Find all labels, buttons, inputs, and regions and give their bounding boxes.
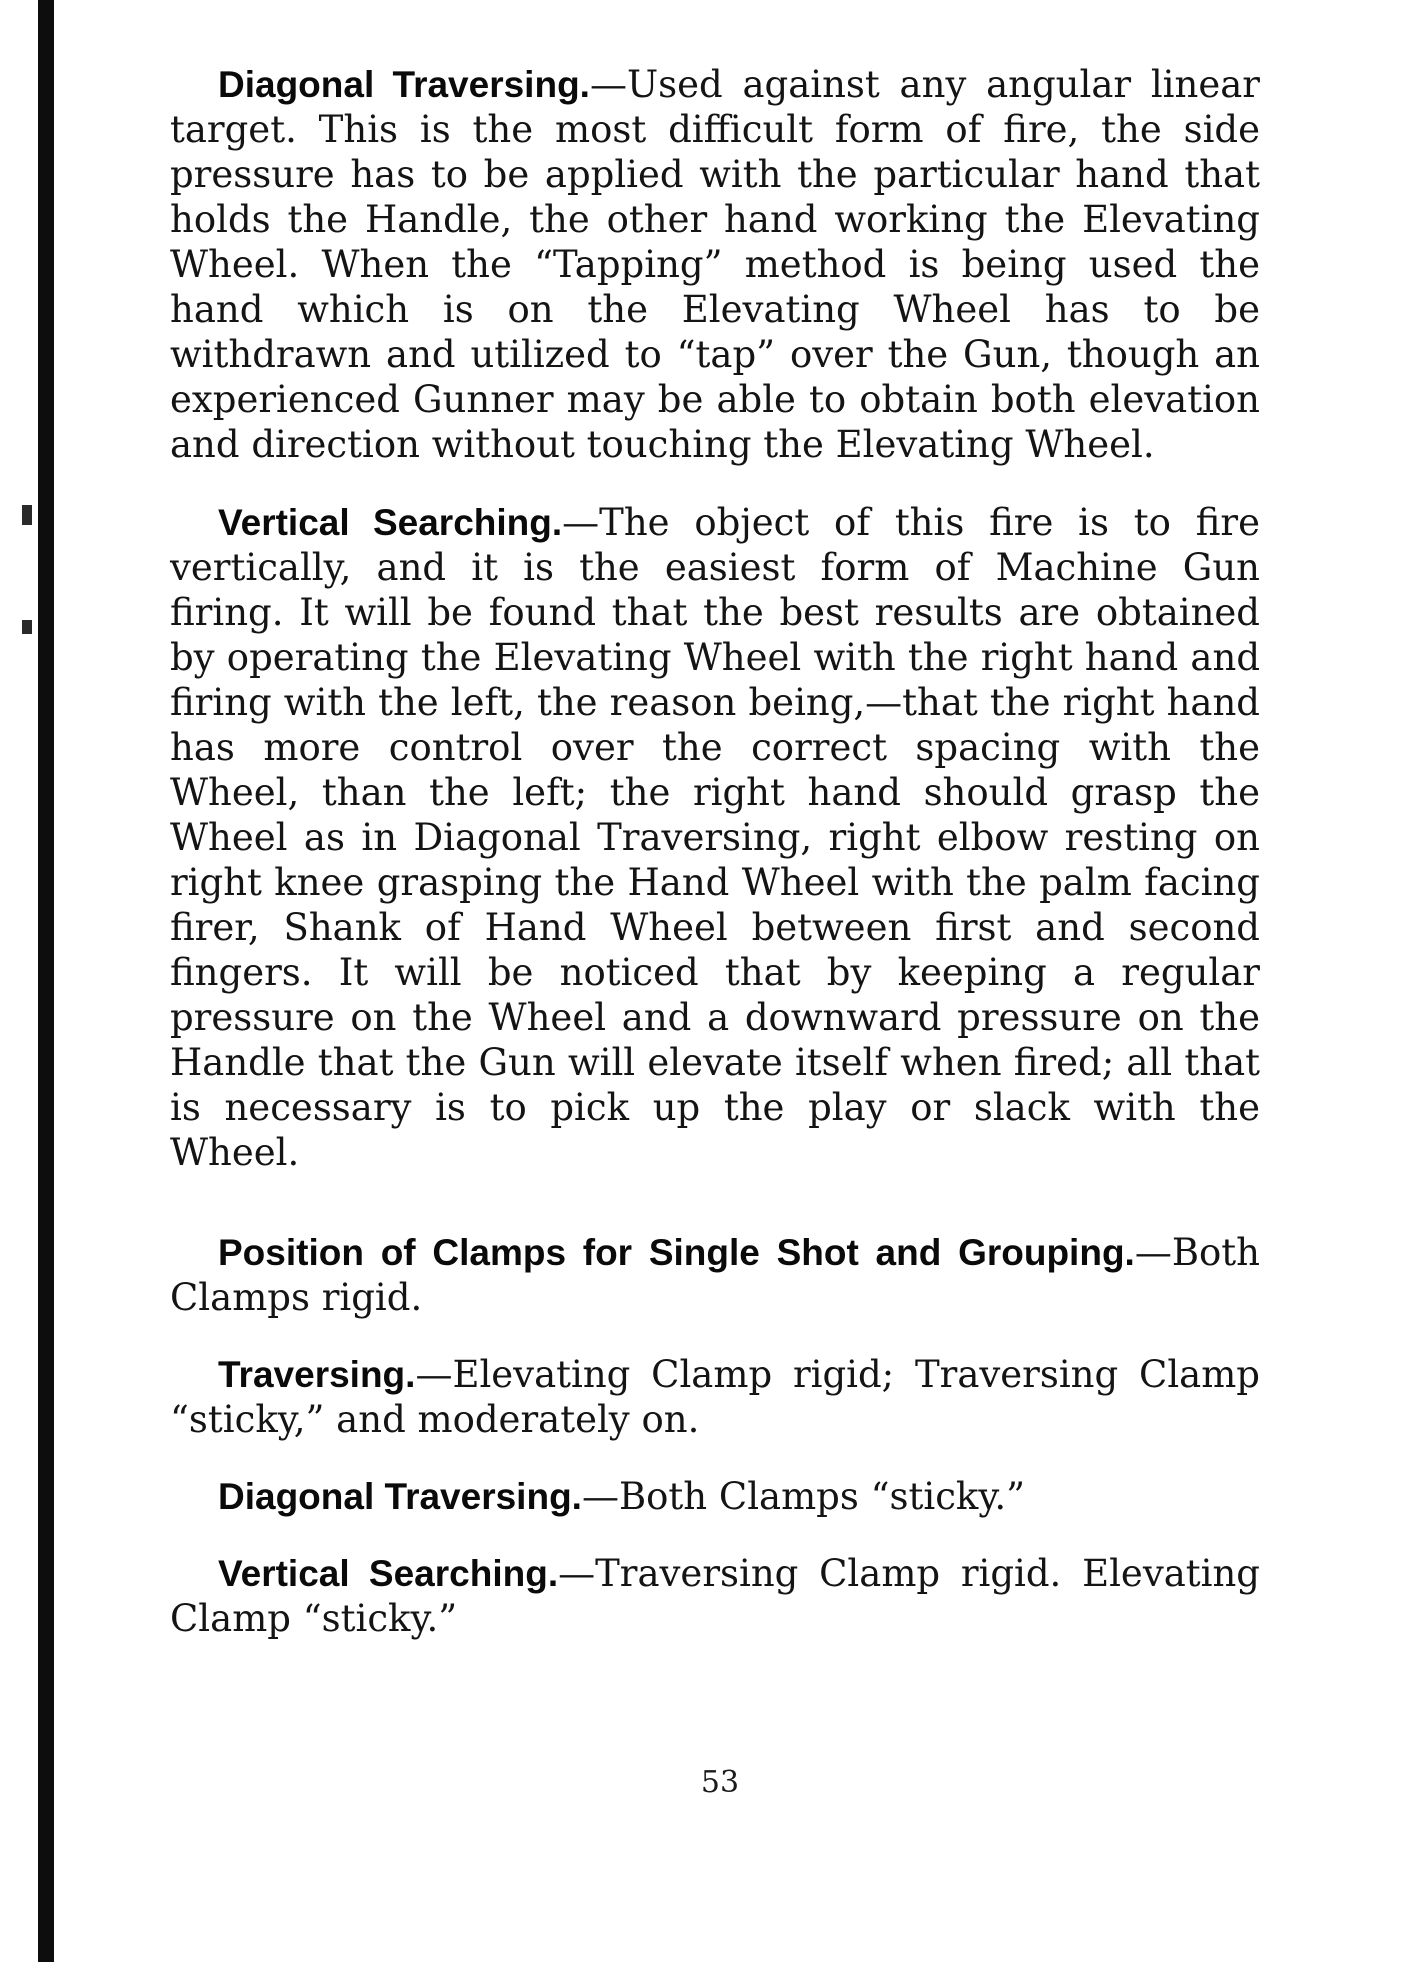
paragraph-heading: Vertical Searching. [218, 1553, 559, 1594]
binding-edge [38, 0, 54, 1962]
paragraph-text: —Used against any angular linear target. This is the most difficult form of fire, the side pressure has to be applied with the particular hand that holds the Handle, the other hand working the Elevating Wheel. When the “Tapping” method is being used the hand which is on the Elevating Wheel has to be withdrawn and utilized to “tap” over the Gun, though an experienced Gunner may be able to obtain both elevation and direction without touching the Elevating Wheel. [170, 63, 1260, 466]
paragraph-heading: Position of Clamps for Single Shot and Grouping. [218, 1232, 1135, 1273]
paragraph-heading: Traversing. [218, 1354, 416, 1395]
paragraph-text: —Traversing Clamp rigid. Elevating Clamp “sticky.” [170, 1552, 1260, 1640]
binding-speck [22, 505, 32, 525]
paragraph-diagonal-clamps [170, 1474, 1260, 1519]
paragraph-diagonal-traversing [170, 62, 1260, 467]
page-number: 53 [700, 1765, 740, 1800]
binding-speck [22, 620, 32, 634]
paragraph-heading: Diagonal Traversing. [218, 1476, 582, 1517]
paragraph-text: —Elevating Clamp rigid; Traversing Clamp “sticky,” and moderately on. [170, 1353, 1260, 1441]
paragraph-text: —Both Clamps “sticky.” [581, 1475, 1026, 1518]
paragraph-text: —Both Clamps rigid. [170, 1231, 1260, 1319]
page-body [170, 62, 1260, 1641]
paragraph-text: —The object of this fire is to fire vertically, and it is the easiest form of Machine Gun firing. It will be found that the best results are obtained by operating the Elevating Wheel with the right hand and firing with the left, the reason being,—that the right hand has more control over the correct spacing with the Wheel, than the left; the right hand should grasp the Wheel as in Diagonal Traversing, right elbow resting on right knee grasping the Hand Wheel with the palm facing firer, Shank of Hand Wheel between first and second fingers. It will be noticed that by keeping a regular pressure on the Wheel and a downward pressure on the Handle that the Gun will elevate itself when fired; all that is necessary is to pick up the play or slack with the Wheel. [170, 501, 1260, 1174]
paragraph-vertical-searching [170, 500, 1260, 1175]
paragraph-traversing-clamps [170, 1352, 1260, 1442]
paragraph-clamp-position [170, 1230, 1260, 1320]
paragraph-heading: Vertical Searching. [218, 502, 563, 543]
paragraph-heading: Diagonal Traversing. [218, 64, 590, 105]
paragraph-vertical-clamps [170, 1551, 1260, 1641]
